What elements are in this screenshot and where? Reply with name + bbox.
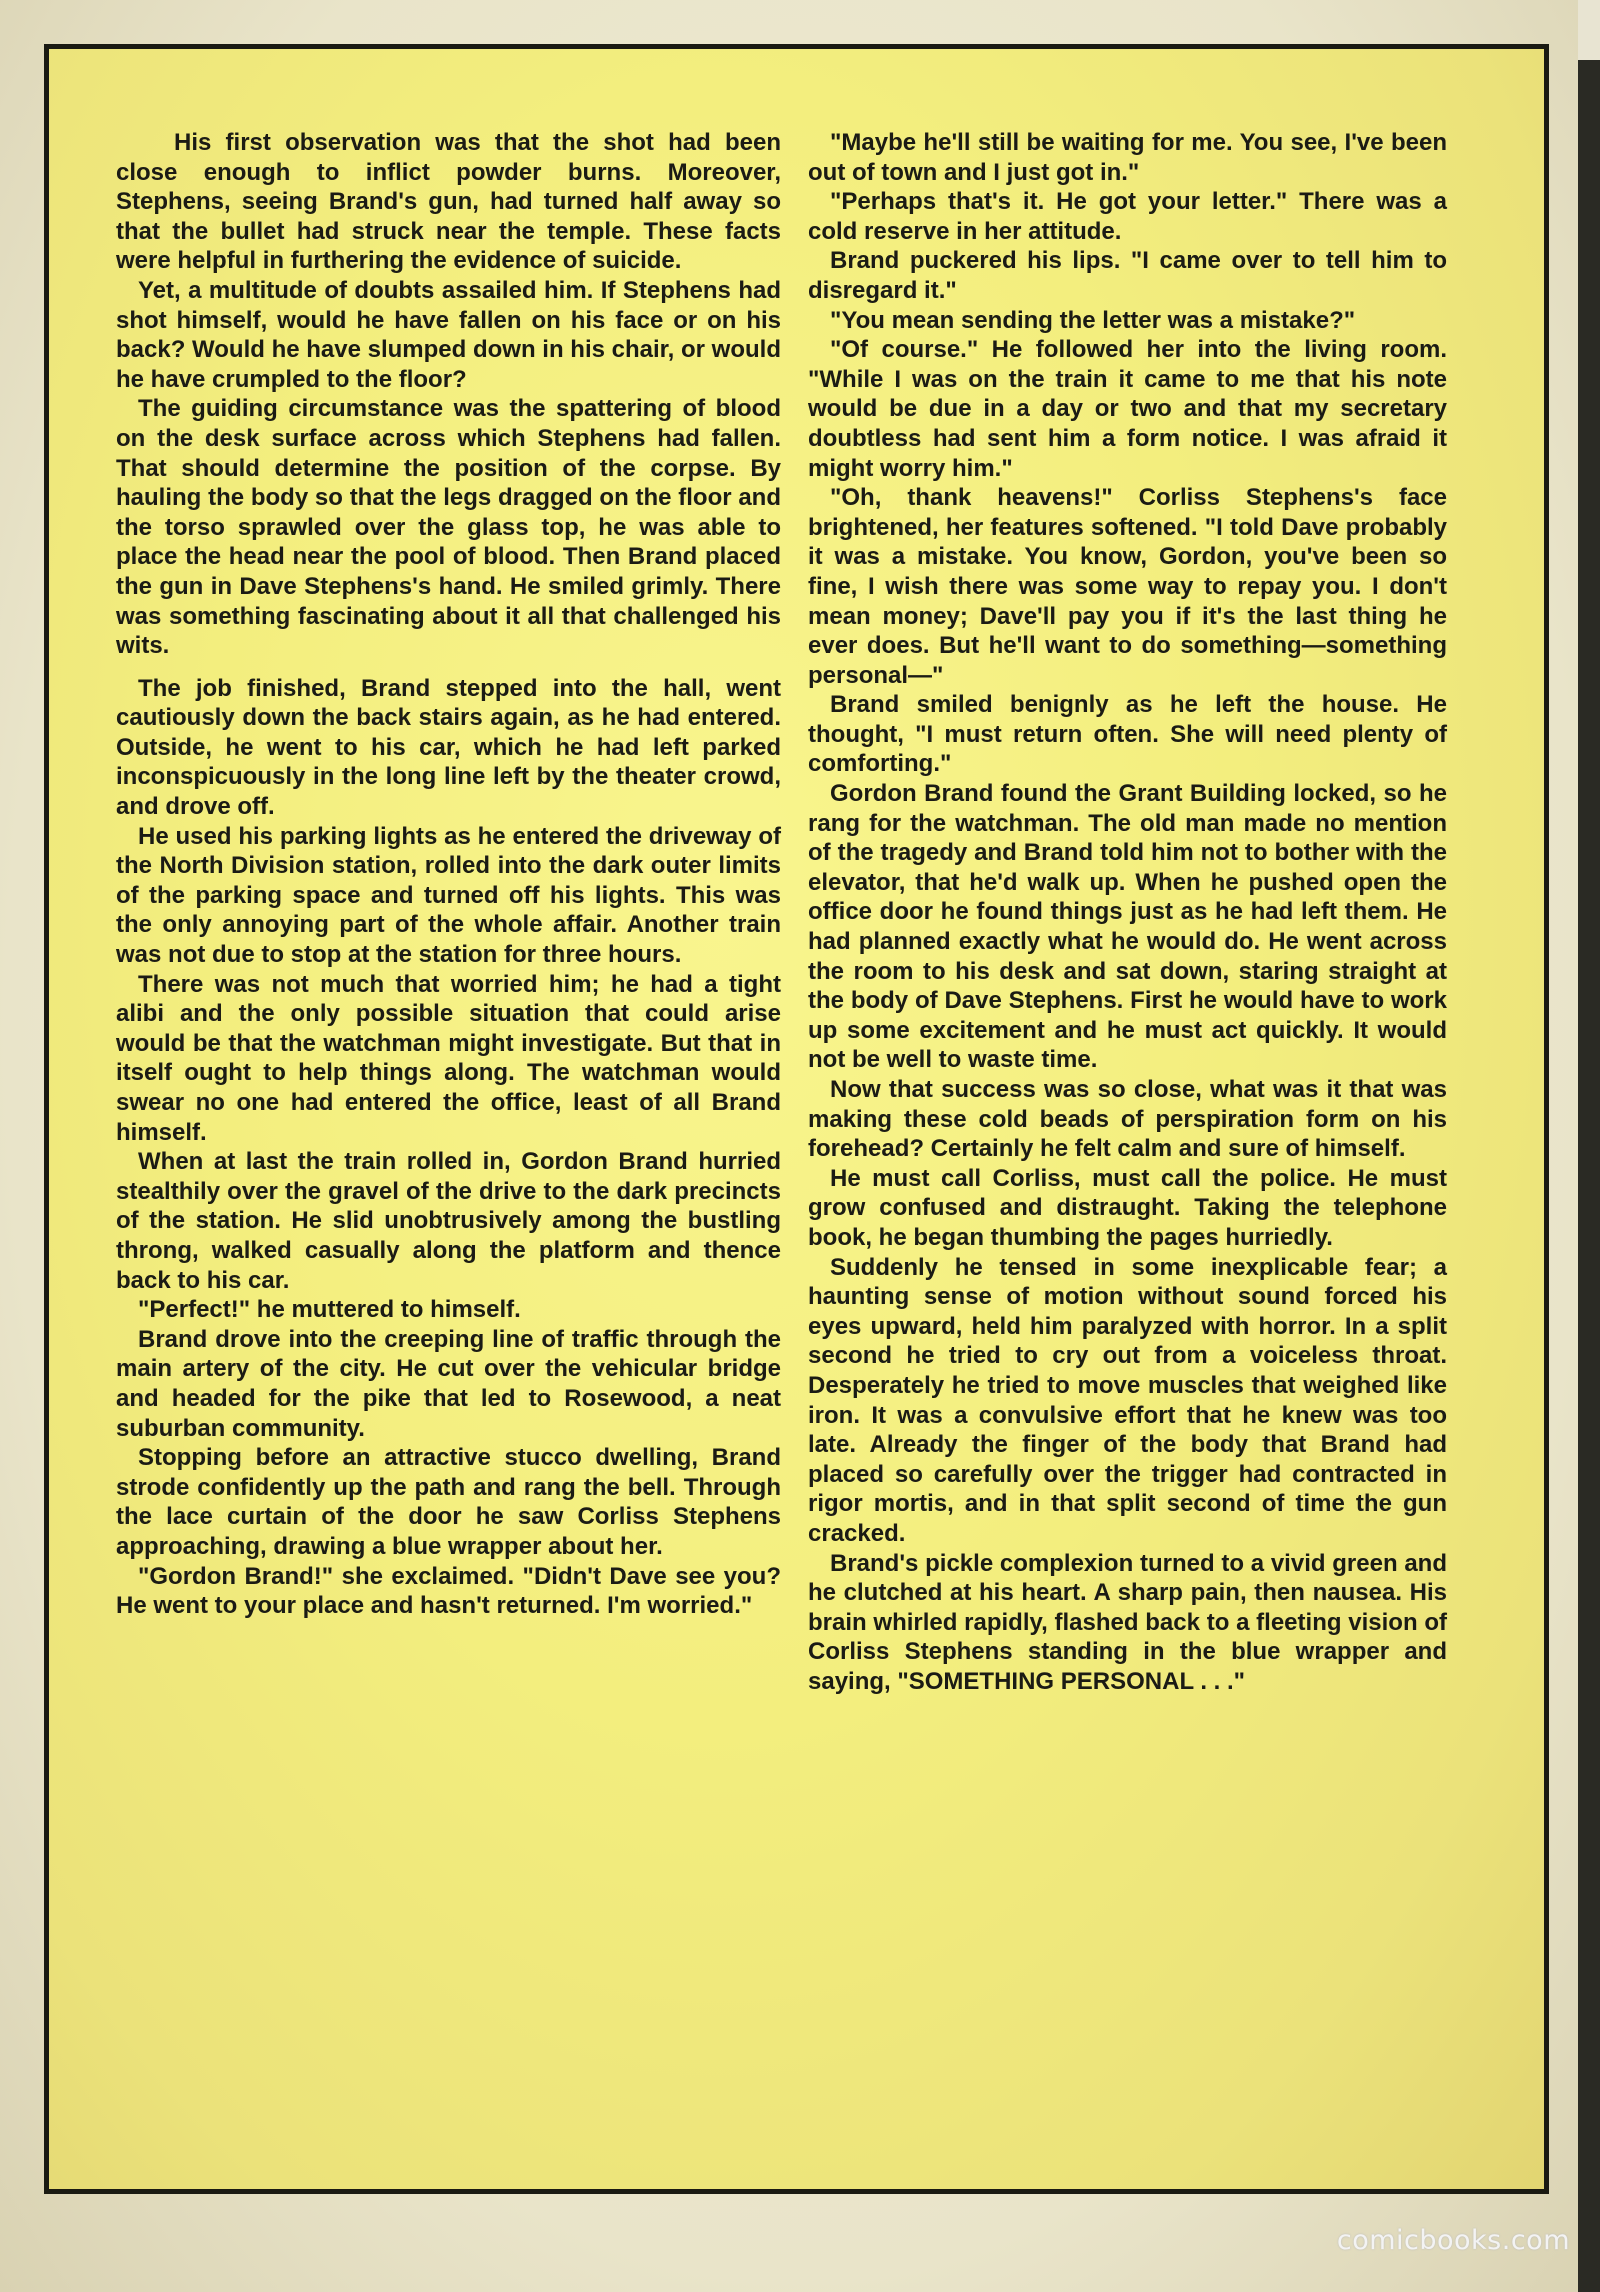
paragraph: "Perhaps that's it. He got your letter." There was a cold reserve in her attitude. bbox=[808, 188, 1447, 245]
paragraph: Stopping before an attractive stucco dwelling, Brand strode confidently up the path and rang the bell. Through the lace curtain of the door he saw Corliss Stephens approaching, drawing a blue wrapper about her. bbox=[116, 1444, 781, 1560]
paragraph: The job finished, Brand stepped into the hall, went cautiously down the back stairs again, as he had entered. Outside, he went to his car, which he had left parked inconspicuously in the long line left by the theater crowd, and drove off. bbox=[116, 674, 781, 821]
paragraph: Gordon Brand found the Grant Building locked, so he rang for the watchman. The old man made no mention of the tragedy and Brand told him not to bother with the elevator, that he'd walk up. When he pushed open the office door he found things just as he had left them. He had planned exactly what he would do. He went across the room to his desk and sat down, staring straight at the body of Dave Stephens. First he would have to work up some excitement and he must act quickly. It would not be well to waste time. bbox=[808, 780, 1447, 1074]
paragraph: "Of course." He followed her into the living room. "While I was on the train it came to me that his note would be due in a day or two and that my secretary doubtless had sent him a form notice. I was afraid it might worry him." bbox=[808, 336, 1447, 482]
paragraph: There was not much that worried him; he had a tight alibi and the only possible situation that could arise would be that the watchman might investigate. But that in itself ought to help things along. The watchman would swear no one had entered the office, least of all Brand himself. bbox=[116, 970, 781, 1146]
paragraph: "Oh, thank heavens!" Corliss Stephens's face brightened, her features softened. "I told Dave probably it was a mistake. You know, Gordon, you've been so fine, I wish there was some way to repay you. I don't mean money; Dave'll pay you if it's the last thing he ever does. But he'll want to do something—something personal—" bbox=[808, 484, 1447, 689]
paragraph: Suddenly he tensed in some inexplicable fear; a haunting sense of motion without sound forced his eyes upward, held him paralyzed with horror. In a split second he tried to cry out from a voiceless throat. Desperately he tried to move muscles that weighed like iron. It was a convulsive effort that he knew was too late. Already the finger of the body that Brand had placed so carefully over the trigger had contracted in rigor mortis, and in that split second of time the gun cracked. bbox=[808, 1253, 1447, 1547]
right-column bbox=[808, 128, 1447, 1696]
paragraph: "Gordon Brand!" she exclaimed. "Didn't Dave see you? He went to your place and hasn't returned. I'm worried." bbox=[116, 1562, 781, 1620]
paragraph: Yet, a multitude of doubts assailed him. If Stephens had shot himself, would he have fallen on his face or on his back? Would he have slumped down in his chair, or would he have crumpled to the floor? bbox=[116, 276, 781, 393]
paragraph: Now that success was so close, what was it that was making these cold beads of perspiration form on his forehead? Certainly he felt calm and sure of himself. bbox=[808, 1076, 1447, 1163]
paragraph: Brand's pickle complexion turned to a vivid green and he clutched at his heart. A sharp pain, then nausea. His brain whirled rapidly, flashed back to a fleeting vision of Corliss Stephens standing in the blue wrapper and saying, "SOMETHING PERSONAL . . ." bbox=[808, 1549, 1447, 1695]
left-column bbox=[116, 128, 781, 1621]
page-edge bbox=[1578, 0, 1600, 2292]
watermark-text: comicbooks.com bbox=[1336, 2225, 1570, 2256]
paragraph: The guiding circumstance was the spattering of blood on the desk surface across which Stephens had fallen. That should determine the position of the corpse. By hauling the body so that the legs dragged on the floor and the torso sprawled over the glass top, he was able to place the head near the pool of blood. Then Brand placed the gun in Dave Stephens's hand. He smiled grimly. There was something fascinating about it all that challenged his wits. bbox=[116, 395, 781, 660]
paragraph: "Perfect!" he muttered to himself. bbox=[138, 1296, 521, 1324]
paragraph: When at last the train rolled in, Gordon Brand hurried stealthily over the gravel of the drive to the dark precincts of the station. He slid unobtrusively among the bustling throng, walked casually along the platform and thence back to his car. bbox=[116, 1148, 781, 1294]
paragraph: Brand smiled benignly as he left the house. He thought, "I must return often. She will need plenty of comforting." bbox=[808, 691, 1447, 778]
paragraph: "Maybe he'll still be waiting for me. You see, I've been out of town and I just got in." bbox=[808, 129, 1447, 186]
paragraph: Brand drove into the creeping line of traffic through the main artery of the city. He cut over the vehicular bridge and headed for the pike that led to Rosewood, a neat suburban community. bbox=[116, 1325, 781, 1442]
paragraph: "You mean sending the letter was a mistake?" bbox=[830, 306, 1356, 334]
paragraph: He must call Corliss, must call the police. He must grow confused and distraught. Taking the telephone book, he began thumbing the pages hurriedly. bbox=[808, 1164, 1447, 1251]
paragraph: He used his parking lights as he entered the driveway of the North Division station, rolled into the dark outer limits of the parking space and turned off his lights. This was the only annoying part of the whole affair. Another train was not due to stop at the station for three hours. bbox=[116, 822, 781, 969]
paragraph: His first observation was that the shot had been close enough to inflict powder burns. Moreover, Stephens, seeing Brand's gun, had turned half away so that the bullet had struck near the temple. These facts were helpful in furthering the evidence of suicide. bbox=[116, 129, 781, 275]
paragraph: Brand puckered his lips. "I came over to tell him to disregard it." bbox=[808, 247, 1447, 304]
